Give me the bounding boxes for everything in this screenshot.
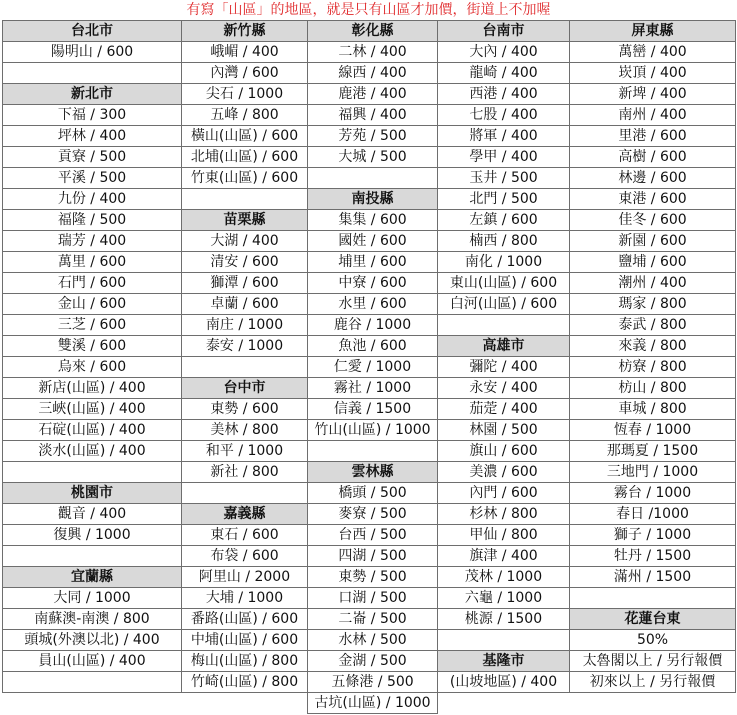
- region-price-table: [2, 20, 736, 714]
- price-cell: 石門 / 600: [3, 273, 182, 294]
- price-cell: 下福 / 300: [3, 105, 182, 126]
- price-cell: 東石 / 600: [182, 525, 308, 546]
- price-cell: 二林 / 400: [308, 42, 438, 63]
- price-cell: 滿州 / 1500: [570, 567, 736, 588]
- price-cell: 旗津 / 400: [438, 546, 570, 567]
- price-cell: 佳冬 / 600: [570, 210, 736, 231]
- price-cell: 茂林 / 1000: [438, 567, 570, 588]
- price-cell: 觀音 / 400: [3, 504, 182, 525]
- price-cell: 國姓 / 600: [308, 231, 438, 252]
- price-cell: 中埔(山區) / 600: [182, 630, 308, 651]
- price-cell: 南州 / 400: [570, 105, 736, 126]
- price-cell: 來義 / 800: [570, 336, 736, 357]
- price-cell: 甲仙 / 800: [438, 525, 570, 546]
- empty-cell: [308, 168, 438, 189]
- price-cell: 茄萣 / 400: [438, 399, 570, 420]
- price-cell: 玉井 / 500: [438, 168, 570, 189]
- price-cell: 平溪 / 500: [3, 168, 182, 189]
- price-cell: 線西 / 400: [308, 63, 438, 84]
- price-cell: 淡水(山區) / 400: [3, 441, 182, 462]
- empty-cell: [3, 672, 182, 693]
- price-cell: 北埔(山區) / 600: [182, 147, 308, 168]
- price-cell: 芳苑 / 500: [308, 126, 438, 147]
- region-header: 新北市: [3, 84, 182, 105]
- price-cell: 崁頂 / 400: [570, 63, 736, 84]
- price-cell: 新園 / 600: [570, 231, 736, 252]
- price-cell: 新社 / 800: [182, 462, 308, 483]
- price-cell: 枋山 / 800: [570, 378, 736, 399]
- price-cell: 四湖 / 500: [308, 546, 438, 567]
- region-header: 彰化縣: [308, 21, 438, 42]
- empty-cell: [438, 315, 570, 336]
- region-header: 花蓮台東: [570, 609, 736, 630]
- table-row: [3, 693, 736, 714]
- price-cell: 清安 / 600: [182, 252, 308, 273]
- price-cell: 集集 / 600: [308, 210, 438, 231]
- price-cell: 鹿谷 / 1000: [308, 315, 438, 336]
- price-cell: 口湖 / 500: [308, 588, 438, 609]
- empty-cell: [3, 693, 182, 714]
- price-cell: 石碇(山區) / 400: [3, 420, 182, 441]
- price-cell: 將軍 / 400: [438, 126, 570, 147]
- price-cell: 林園 / 500: [438, 420, 570, 441]
- price-cell: 布袋 / 600: [182, 546, 308, 567]
- price-cell: 初來以上 / 另行報價: [570, 672, 736, 693]
- price-cell: 梅山(山區) / 800: [182, 651, 308, 672]
- region-header: 宜蘭縣: [3, 567, 182, 588]
- price-cell: 埔里 / 600: [308, 252, 438, 273]
- empty-cell: [182, 693, 308, 714]
- price-cell: 大內 / 400: [438, 42, 570, 63]
- price-cell: 獅子 / 1000: [570, 525, 736, 546]
- region-header: 台中市: [182, 378, 308, 399]
- price-cell: 太魯閣以上 / 另行報價: [570, 651, 736, 672]
- region-price-table-body: [3, 21, 736, 714]
- price-cell: 50%: [570, 630, 736, 651]
- price-cell: 西港 / 400: [438, 84, 570, 105]
- empty-cell: [438, 693, 570, 714]
- price-cell: 金山 / 600: [3, 294, 182, 315]
- price-cell: 卓蘭 / 600: [182, 294, 308, 315]
- table-row: [3, 63, 736, 84]
- price-cell: 瑞芳 / 400: [3, 231, 182, 252]
- price-cell: 三地門 / 1000: [570, 462, 736, 483]
- price-cell: 福隆 / 500: [3, 210, 182, 231]
- price-cell: 內門 / 600: [438, 483, 570, 504]
- price-cell: 南蘇澳-南澳 / 800: [3, 609, 182, 630]
- table-row: [3, 42, 736, 63]
- price-cell: 古坑(山區) / 1000: [308, 693, 438, 714]
- empty-cell: [308, 441, 438, 462]
- price-cell: 內灣 / 600: [182, 63, 308, 84]
- region-header: 嘉義縣: [182, 504, 308, 525]
- price-cell: 南化 / 1000: [438, 252, 570, 273]
- price-cell: 北門 / 500: [438, 189, 570, 210]
- price-cell: 五峰 / 800: [182, 105, 308, 126]
- region-header: 雲林縣: [308, 462, 438, 483]
- table-row: [3, 84, 736, 105]
- price-cell: 旗山 / 600: [438, 441, 570, 462]
- price-cell: 鹽埔 / 600: [570, 252, 736, 273]
- price-cell: 尖石 / 1000: [182, 84, 308, 105]
- table-row: [3, 504, 736, 525]
- price-cell: 東山(山區) / 600: [438, 273, 570, 294]
- price-cell: 竹崎(山區) / 800: [182, 672, 308, 693]
- price-cell: 泰安 / 1000: [182, 336, 308, 357]
- price-cell: 泰武 / 800: [570, 315, 736, 336]
- price-cell: 桃源 / 1500: [438, 609, 570, 630]
- price-cell: 美林 / 800: [182, 420, 308, 441]
- table-row: [3, 525, 736, 546]
- price-cell: 楠西 / 800: [438, 231, 570, 252]
- empty-cell: [3, 546, 182, 567]
- price-cell: 福興 / 400: [308, 105, 438, 126]
- price-cell: 峨嵋 / 400: [182, 42, 308, 63]
- table-row: [3, 588, 736, 609]
- table-row: [3, 294, 736, 315]
- table-row: [3, 462, 736, 483]
- price-cell: 台西 / 500: [308, 525, 438, 546]
- price-cell: 霧台 / 1000: [570, 483, 736, 504]
- table-row: [3, 357, 736, 378]
- table-row: [3, 441, 736, 462]
- empty-cell: [438, 630, 570, 651]
- table-row: [3, 105, 736, 126]
- region-header: 高雄市: [438, 336, 570, 357]
- price-cell: 牡丹 / 1500: [570, 546, 736, 567]
- table-row: [3, 378, 736, 399]
- table-row: [3, 126, 736, 147]
- price-cell: 大湖 / 400: [182, 231, 308, 252]
- price-cell: 鹿港 / 400: [308, 84, 438, 105]
- price-cell: 七股 / 400: [438, 105, 570, 126]
- price-cell: 大同 / 1000: [3, 588, 182, 609]
- table-row: [3, 315, 736, 336]
- price-cell: 番路(山區) / 600: [182, 609, 308, 630]
- price-cell: 霧社 / 1000: [308, 378, 438, 399]
- price-cell: 坪林 / 400: [3, 126, 182, 147]
- empty-cell: [570, 588, 736, 609]
- price-cell: 水林 / 500: [308, 630, 438, 651]
- empty-cell: [3, 63, 182, 84]
- region-header: 台北市: [3, 21, 182, 42]
- region-header: 基隆市: [438, 651, 570, 672]
- price-cell: 瑪家 / 800: [570, 294, 736, 315]
- price-cell: 永安 / 400: [438, 378, 570, 399]
- price-cell: 信義 / 1500: [308, 399, 438, 420]
- price-cell: 員山(山區) / 400: [3, 651, 182, 672]
- empty-cell: [182, 357, 308, 378]
- table-row: [3, 273, 736, 294]
- table-row: [3, 189, 736, 210]
- table-row: [3, 399, 736, 420]
- price-cell: 和平 / 1000: [182, 441, 308, 462]
- price-cell: 二崙 / 500: [308, 609, 438, 630]
- region-header: 苗栗縣: [182, 210, 308, 231]
- price-cell: 三峽(山區) / 400: [3, 399, 182, 420]
- table-row: [3, 609, 736, 630]
- region-header: 新竹縣: [182, 21, 308, 42]
- price-cell: 南庄 / 1000: [182, 315, 308, 336]
- price-cell: 仁愛 / 1000: [308, 357, 438, 378]
- price-cell: 金湖 / 500: [308, 651, 438, 672]
- price-cell: 中寮 / 600: [308, 273, 438, 294]
- price-cell: 萬里 / 600: [3, 252, 182, 273]
- price-cell: 里港 / 600: [570, 126, 736, 147]
- price-cell: 東港 / 600: [570, 189, 736, 210]
- region-header: 桃園市: [3, 483, 182, 504]
- price-cell: 東勢 / 500: [308, 567, 438, 588]
- price-cell: 竹山(山區) / 1000: [308, 420, 438, 441]
- price-cell: 新店(山區) / 400: [3, 378, 182, 399]
- price-cell: 五條港 / 500: [308, 672, 438, 693]
- price-cell: 枋寮 / 800: [570, 357, 736, 378]
- empty-cell: [182, 189, 308, 210]
- price-cell: 頭城(外澳以北) / 400: [3, 630, 182, 651]
- price-cell: 東勢 / 600: [182, 399, 308, 420]
- price-cell: 車城 / 800: [570, 399, 736, 420]
- price-cell: 阿里山 / 2000: [182, 567, 308, 588]
- empty-cell: [570, 693, 736, 714]
- price-cell: 大城 / 500: [308, 147, 438, 168]
- price-cell: 學甲 / 400: [438, 147, 570, 168]
- price-cell: 魚池 / 600: [308, 336, 438, 357]
- price-cell: 水里 / 600: [308, 294, 438, 315]
- table-row: [3, 651, 736, 672]
- price-cell: 杉林 / 800: [438, 504, 570, 525]
- price-cell: 橫山(山區) / 600: [182, 126, 308, 147]
- table-row: [3, 567, 736, 588]
- price-cell: 龍崎 / 400: [438, 63, 570, 84]
- table-row: [3, 21, 736, 42]
- price-cell: 橋頭 / 500: [308, 483, 438, 504]
- region-header: 南投縣: [308, 189, 438, 210]
- region-price-table-wrapper: [2, 20, 735, 714]
- price-cell: 高樹 / 600: [570, 147, 736, 168]
- table-row: [3, 672, 736, 693]
- region-header: 台南市: [438, 21, 570, 42]
- table-row: [3, 147, 736, 168]
- price-cell: 左鎮 / 600: [438, 210, 570, 231]
- price-cell: 竹東(山區) / 600: [182, 168, 308, 189]
- price-cell: 恆春 / 1000: [570, 420, 736, 441]
- table-row: [3, 231, 736, 252]
- price-cell: 美濃 / 600: [438, 462, 570, 483]
- table-row: [3, 420, 736, 441]
- price-cell: 那瑪夏 / 1500: [570, 441, 736, 462]
- table-row: [3, 336, 736, 357]
- empty-cell: [3, 462, 182, 483]
- price-cell: 春日 /1000: [570, 504, 736, 525]
- price-cell: 潮州 / 400: [570, 273, 736, 294]
- price-cell: 獅潭 / 600: [182, 273, 308, 294]
- table-row: [3, 210, 736, 231]
- surcharge-note: 有寫「山區」的地區，就是只有山區才加價，街道上不加喔: [186, 2, 551, 18]
- price-cell: 白河(山區) / 600: [438, 294, 570, 315]
- region-header: 屏東縣: [570, 21, 736, 42]
- table-row: [3, 483, 736, 504]
- price-cell: 萬巒 / 400: [570, 42, 736, 63]
- empty-cell: [182, 483, 308, 504]
- price-cell: 六龜 / 1000: [438, 588, 570, 609]
- price-cell: 復興 / 1000: [3, 525, 182, 546]
- price-cell: 貢寮 / 500: [3, 147, 182, 168]
- price-cell: 烏來 / 600: [3, 357, 182, 378]
- price-cell: 麥寮 / 500: [308, 504, 438, 525]
- price-cell: 彌陀 / 400: [438, 357, 570, 378]
- price-cell: 林邊 / 600: [570, 168, 736, 189]
- table-row: [3, 252, 736, 273]
- table-row: [3, 168, 736, 189]
- table-row: [3, 630, 736, 651]
- price-cell: 九份 / 400: [3, 189, 182, 210]
- price-cell: 大埔 / 1000: [182, 588, 308, 609]
- price-cell: 陽明山 / 600: [3, 42, 182, 63]
- price-cell: 新埤 / 400: [570, 84, 736, 105]
- price-cell: 雙溪 / 600: [3, 336, 182, 357]
- price-cell: 三芝 / 600: [3, 315, 182, 336]
- price-cell: (山坡地區) / 400: [438, 672, 570, 693]
- table-row: [3, 546, 736, 567]
